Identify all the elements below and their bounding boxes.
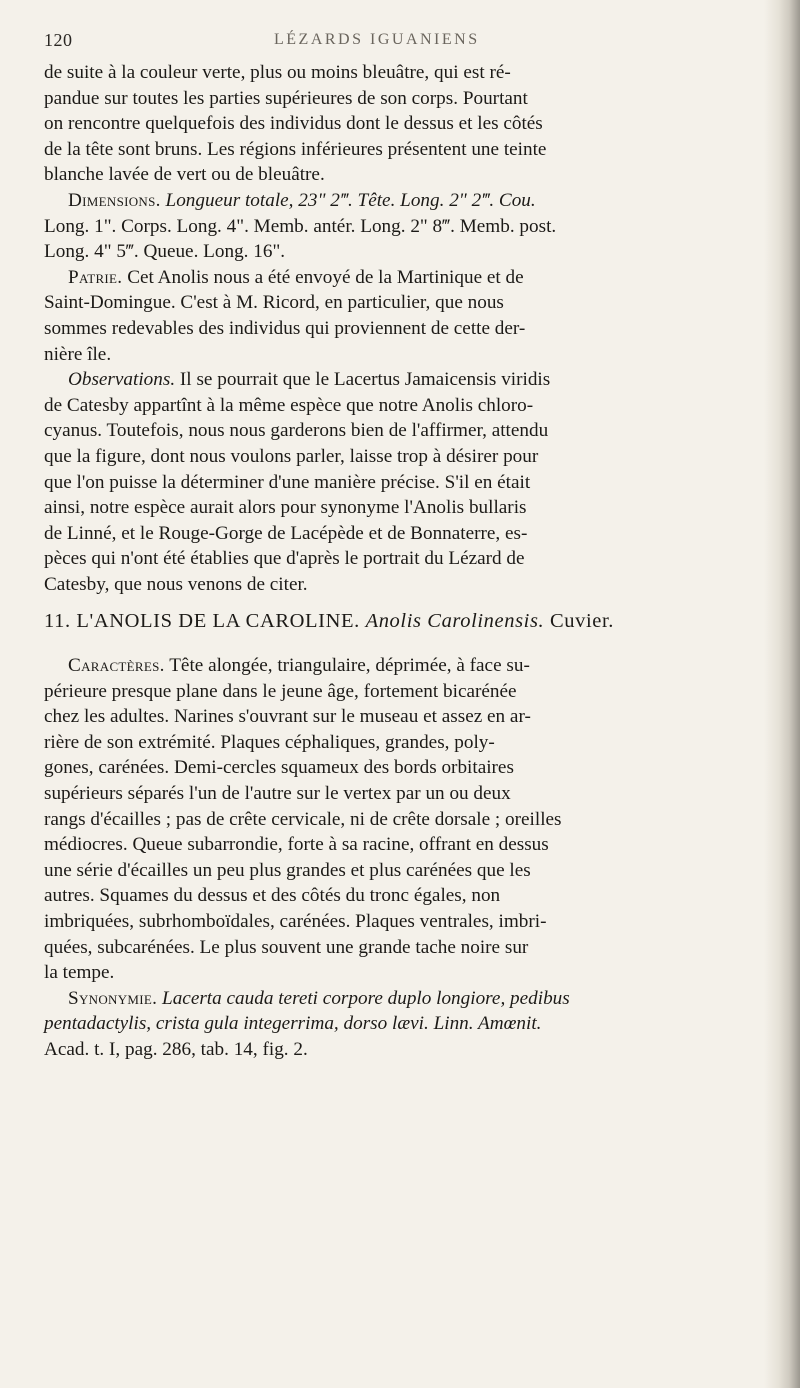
section-title: L'ANOLIS DE LA CAROLINE. [76,610,360,633]
section-latin-name: Anolis Carolinensis. [365,610,545,633]
text-line: de Catesby appartînt à la même espèce que notre Anolis chloro- [44,394,534,416]
text-line: ainsi, notre espèce aurait alors pour synonyme l'Anolis bullaris [44,497,527,519]
text-line: que l'on puisse la déterminer d'une manière précise. S'il en était [44,471,531,493]
running-head [44,30,740,52]
synonymy-label: Synonymie. [68,987,158,1009]
text-line: Observations. Il se pourrait que le Lacertus Jamaicensis viridis [68,369,551,391]
characters-label: Caractères. [68,655,165,677]
text-line: la tempe. [44,962,115,984]
text-line: rière de son extrémité. Plaques céphaliques, grandes, poly- [44,731,495,753]
section-number: 11. [44,610,71,633]
text-line: supérieurs séparés l'un de l'autre sur le vertex par un ou deux [44,783,511,805]
text-line: Dimensions. Longueur totale, 23" 2‴. Tête. Long. 2" 2‴. Cou. [68,189,536,211]
paragraph-patrie [44,265,744,367]
text-line: Synonymie. Lacerta cauda tereti corpore duplo longiore, pedibus [68,987,570,1009]
section-heading [44,609,744,635]
body-text [44,60,744,1063]
text-line: périeure presque plane dans le jeune âge, fortement bicarénée [44,680,517,702]
text-line: Long. 1". Corps. Long. 4". Memb. antér. Long. 2" 8‴. Memb. post. [44,215,557,237]
paragraph-observations [44,367,744,597]
text-line: gones, carénées. Demi-cercles squameux des bords orbitaires [44,757,514,779]
text-line: on rencontre quelquefois des individus dont le dessus et les côtés [44,113,543,135]
text-line: imbriquées, subrhomboïdales, carénées. Plaques ventrales, imbri- [44,911,547,932]
text-line: Acad. t. I, pag. 286, tab. 14, fig. 2. [44,1038,308,1060]
text-line: nière île. [44,343,112,365]
paragraph-characters [44,653,744,986]
text-line: Long. 4" 5‴. Queue. Long. 16". [44,241,286,263]
text-line: que la figure, dont nous voulons parler, laisse trop à désirer pour [44,445,539,467]
section-author: Cuvier. [550,610,614,633]
text-line: Catesby, que nous venons de citer. [44,573,308,595]
patrie-label: Patrie. [68,266,123,288]
text-line: sommes redevables des individus qui proviennent de cette der- [44,317,526,339]
text-line: Saint-Domingue. C'est à M. Ricord, en particulier, que nous [44,292,504,314]
paragraph-dimensions [44,188,744,265]
text-line: chez les adultes. Narines s'ouvrant sur le museau et assez en ar- [44,706,531,728]
text-line: pandue sur toutes les parties supérieures de son corps. Pourtant [44,87,528,109]
text-line: quées, subcarénées. Le plus souvent une grande tache noire sur [44,936,529,958]
text-line: de la tête sont bruns. Les régions inférieures présentent une teinte [44,138,547,160]
paragraph-synonymy [44,986,744,1063]
text-line: pèces qui n'ont été établies que d'après le portrait du Lézard de [44,548,525,570]
text-line: blanche lavée de vert ou de bleuâtre. [44,164,325,186]
text-line: Caractères. Tête alongée, triangulaire, déprimée, à face su- [68,655,530,677]
text-line: médiocres. Queue subarrondie, forte à sa racine, offrant en dessus [44,834,549,856]
text-line: rangs d'écailles ; pas de crête cervicale, ni de crête dorsale ; oreilles [44,808,562,830]
paragraph-coloration [44,60,744,188]
page-number: 120 [44,30,73,50]
text-line: une série d'écailles un peu plus grandes et plus carénées que les [44,859,531,881]
text-line: autres. Squames du dessus et des côtés du tronc égales, non [44,885,501,907]
text-line: cyanus. Toutefois, nous nous garderons bien de l'affirmer, attendu [44,420,549,442]
observations-label: Observations. [68,369,176,391]
text-line: de suite à la couleur verte, plus ou moins bleuâtre, qui est ré- [44,62,511,83]
running-title: LÉZARDS IGUANIENS [274,31,480,48]
page-binding-edge [764,0,800,1388]
text-line: pentadactylis, crista gula integerrima, dorso lævi. Linn. Amœnit. [44,1013,542,1035]
text-line: Patrie. Cet Anolis nous a été envoyé de la Martinique et de [68,266,524,288]
dimensions-label: Dimensions. [68,189,161,211]
text-line: de Linné, et le Rouge-Gorge de Lacépède et de Bonnaterre, es- [44,522,528,544]
